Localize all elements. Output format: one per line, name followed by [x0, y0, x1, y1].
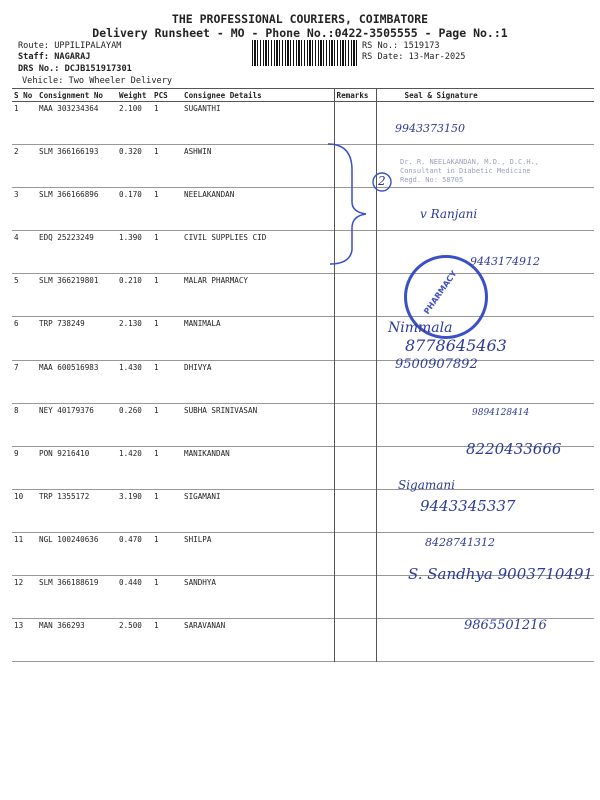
cell-consignment: PON 9216410 [39, 448, 90, 458]
signature-7: 9500907892 [395, 357, 478, 372]
cell-sno: 12 [14, 578, 24, 588]
cell-consignment: SLM 366188619 [39, 578, 99, 588]
cell-consignee: DHIVYA [184, 362, 212, 372]
col-pcs: PCS [152, 89, 182, 102]
table-row [12, 274, 594, 317]
signature-10: Sigamani [398, 478, 455, 492]
cell-consignee: SHILPA [184, 534, 212, 544]
col-weight: Weight [117, 89, 152, 102]
stamp-line: Dr. R. NEELAKANDAN, M.D., D.C.H., [400, 158, 540, 166]
cell-pcs: 1 [154, 491, 159, 501]
stamp-line: Regd. No: 58705 [400, 176, 464, 184]
cell-consignee: NEELAKANDAN [184, 190, 235, 200]
cell-weight: 2.130 [119, 319, 142, 329]
cell-remarks [334, 317, 376, 360]
cell-consignee: MANIMALA [184, 319, 221, 329]
cell-weight: 1.430 [119, 362, 142, 372]
cell-pcs: 1 [154, 147, 159, 157]
cell-sno: 11 [14, 534, 24, 544]
cell-pcs: 1 [154, 621, 159, 631]
table-header [12, 89, 594, 102]
col-consignee: Consignee Details [182, 89, 334, 102]
signature-3: v Ranjani [420, 207, 478, 221]
cell-remarks [334, 403, 376, 446]
cell-pcs: 1 [154, 319, 159, 329]
signature-4: 9443174912 [470, 255, 540, 268]
col-consignment: Consignment No [37, 89, 117, 102]
table-row [12, 360, 594, 403]
faded-doctor-stamp [400, 158, 580, 213]
cell-remarks [334, 274, 376, 317]
signature-13: 9865501216 [464, 618, 547, 633]
cell-consignee: SANDHYA [184, 578, 217, 588]
cell-consignment: MAN 366293 [39, 621, 85, 631]
signature-6-phone: 8778645463 [405, 336, 507, 355]
cell-weight: 0.440 [119, 578, 142, 588]
cell-pcs: 1 [154, 104, 159, 113]
barcode [252, 40, 357, 66]
cell-remarks [334, 532, 376, 575]
cell-weight: 0.320 [119, 147, 142, 157]
cell-weight: 0.470 [119, 534, 142, 544]
signature-11: 9443345337 [420, 497, 516, 515]
drs-number: DRS No.: DCJB151917301 [18, 64, 132, 74]
cell-sno: 7 [14, 362, 19, 372]
cell-remarks [334, 619, 376, 662]
cell-sno: 3 [14, 190, 19, 200]
cell-weight: 0.210 [119, 276, 142, 286]
cell-consignment: TRP 1355172 [39, 491, 90, 501]
cell-consignment: EDQ 25223249 [39, 233, 94, 243]
cell-weight: 0.260 [119, 405, 142, 415]
signature-11-phone: 8428741312 [425, 536, 495, 549]
circled-number: 2 [378, 174, 386, 188]
cell-consignee: SUBHA SRINIVASAN [184, 405, 258, 415]
staff-label: Staff: NAGARAJ [18, 52, 91, 62]
cell-sno: 9 [14, 448, 19, 458]
cell-consignment: NEY 40179376 [39, 405, 94, 415]
cell-remarks [334, 446, 376, 489]
signature-9: 8220433666 [466, 440, 562, 458]
rs-number: RS No.: 1519173 [362, 41, 440, 51]
seal-text: PHARMACY [422, 269, 459, 316]
cell-consignment: SLM 366166896 [39, 190, 99, 200]
cell-pcs: 1 [154, 405, 159, 415]
cell-sno: 13 [14, 621, 24, 631]
handwritten-bracket [300, 140, 400, 270]
cell-consignee: CIVIL SUPPLIES CID [184, 233, 267, 243]
signature-12: S. Sandhya 9003710491 [408, 565, 594, 583]
cell-weight: 1.420 [119, 448, 142, 458]
col-seal-signature: Seal & Signature [376, 89, 594, 102]
cell-consignment: SLM 366219801 [39, 276, 99, 286]
rs-date: RS Date: 13-Mar-2025 [362, 52, 466, 62]
cell-consignee: SUGANTHI [184, 104, 221, 113]
cell-weight: 2.500 [119, 621, 142, 631]
cell-consignee: ASHWIN [184, 147, 212, 157]
cell-remarks [334, 576, 376, 619]
runsheet-subtitle: Delivery Runsheet - MO - Phone No.:0422-3505555 - Page No.:1 [92, 26, 508, 40]
cell-consignee: SARAVANAN [184, 621, 226, 631]
cell-pcs: 1 [154, 190, 159, 200]
cell-weight: 1.390 [119, 233, 142, 243]
cell-consignment: TRP 738249 [39, 319, 85, 329]
cell-sno: 5 [14, 276, 19, 286]
cell-consignment: SLM 366166193 [39, 147, 99, 157]
cell-pcs: 1 [154, 578, 159, 588]
cell-weight: 0.170 [119, 190, 142, 200]
cell-sno: 4 [14, 233, 19, 243]
signature-1: 9943373150 [395, 122, 465, 135]
cell-sno: 6 [14, 319, 19, 329]
cell-consignee: SIGAMANI [184, 491, 221, 501]
vehicle-label: Vehicle: Two Wheeler Delivery [22, 76, 173, 86]
bracket-stroke [328, 144, 366, 264]
cell-pcs: 1 [154, 233, 159, 243]
cell-pcs: 1 [154, 534, 159, 544]
cell-sno: 8 [14, 405, 19, 415]
col-sno: S No [12, 89, 37, 102]
cell-weight: 3.190 [119, 491, 142, 501]
cell-consignee: MANIKANDAN [184, 448, 230, 458]
signature-6: Nimmala [388, 320, 453, 336]
cell-sno: 2 [14, 147, 19, 157]
cell-consignment: NGL 100240636 [39, 534, 99, 544]
signature-8: 9894128414 [472, 408, 530, 418]
stamp-line: Consultant in Diabetic Medicine [400, 167, 531, 175]
cell-consignment: MAA 600516983 [39, 362, 99, 372]
cell-remarks [334, 360, 376, 403]
cell-pcs: 1 [154, 448, 159, 458]
cell-weight: 2.100 [119, 104, 142, 113]
cell-sno: 10 [14, 491, 24, 501]
cell-consignee: MALAR PHARMACY [184, 276, 249, 286]
cell-remarks [334, 489, 376, 532]
company-title: THE PROFESSIONAL COURIERS, COIMBATORE [171, 12, 429, 26]
cell-consignment: MAA 303234364 [39, 104, 99, 113]
cell-remarks [334, 102, 376, 145]
cell-sno: 1 [14, 104, 19, 113]
cell-pcs: 1 [154, 362, 159, 372]
col-remarks: Remarks [334, 89, 376, 102]
cell-pcs: 1 [154, 276, 159, 286]
route-label: Route: UPPILIPALAYAM [18, 41, 122, 51]
table-row [12, 102, 594, 145]
